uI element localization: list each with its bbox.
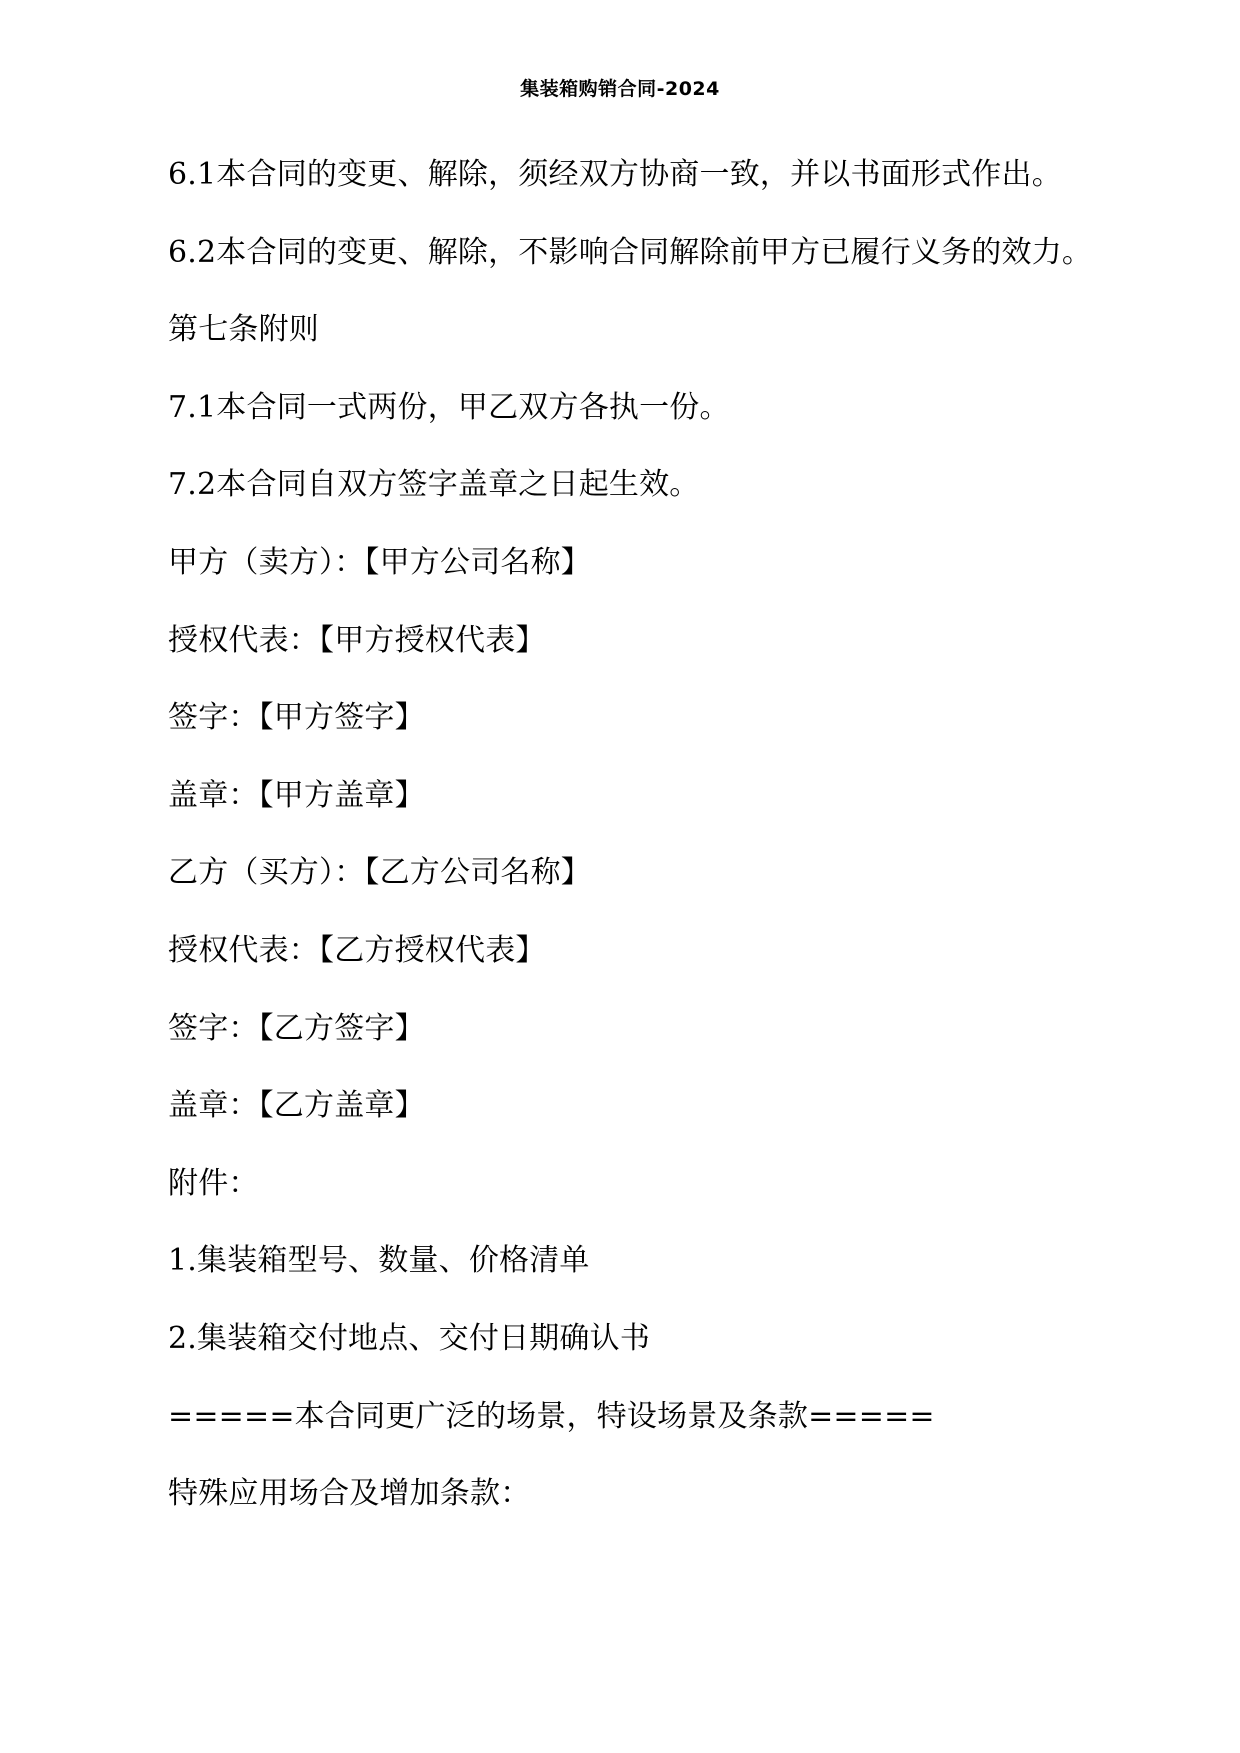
paragraph-7-2: 7.2本合同自双方签字盖章之日起生效。 — [168, 467, 700, 503]
paragraph-7-1: 7.1本合同一式两份，甲乙双方各执一份。 — [168, 389, 730, 425]
party-a-signature: 签字：【甲方签字】 — [168, 700, 425, 736]
party-a-company: 甲方（卖方）：【甲方公司名称】 — [168, 544, 591, 580]
special-clauses-label: 特殊应用场合及增加条款： — [168, 1476, 531, 1512]
party-a-representative: 授权代表：【甲方授权代表】 — [168, 622, 546, 658]
party-b-representative: 授权代表：【乙方授权代表】 — [168, 932, 546, 968]
section-heading-article-7: 第七条附则 — [168, 312, 319, 348]
attachment-item-2: 2.集装箱交付地点、交付日期确认书 — [168, 1320, 651, 1356]
page-title: 集装箱购销合同-2024 — [520, 78, 720, 100]
paragraph-6-2: 6.2本合同的变更、解除，不影响合同解除前甲方已履行义务的效力。 — [168, 234, 1093, 270]
extended-scope-divider: =====本合同更广泛的场景，特设场景及条款===== — [168, 1398, 935, 1434]
party-b-seal: 盖章：【乙方盖章】 — [168, 1088, 425, 1124]
attachment-item-1: 1.集装箱型号、数量、价格清单 — [168, 1243, 590, 1279]
attachments-label: 附件： — [168, 1165, 259, 1201]
party-b-company: 乙方（买方）：【乙方公司名称】 — [168, 855, 591, 891]
paragraph-6-1: 6.1本合同的变更、解除，须经双方协商一致，并以书面形式作出。 — [168, 157, 1062, 192]
party-b-signature: 签字：【乙方签字】 — [168, 1010, 425, 1046]
party-a-seal: 盖章：【甲方盖章】 — [168, 777, 425, 813]
document-body — [108, 149, 1132, 1520]
